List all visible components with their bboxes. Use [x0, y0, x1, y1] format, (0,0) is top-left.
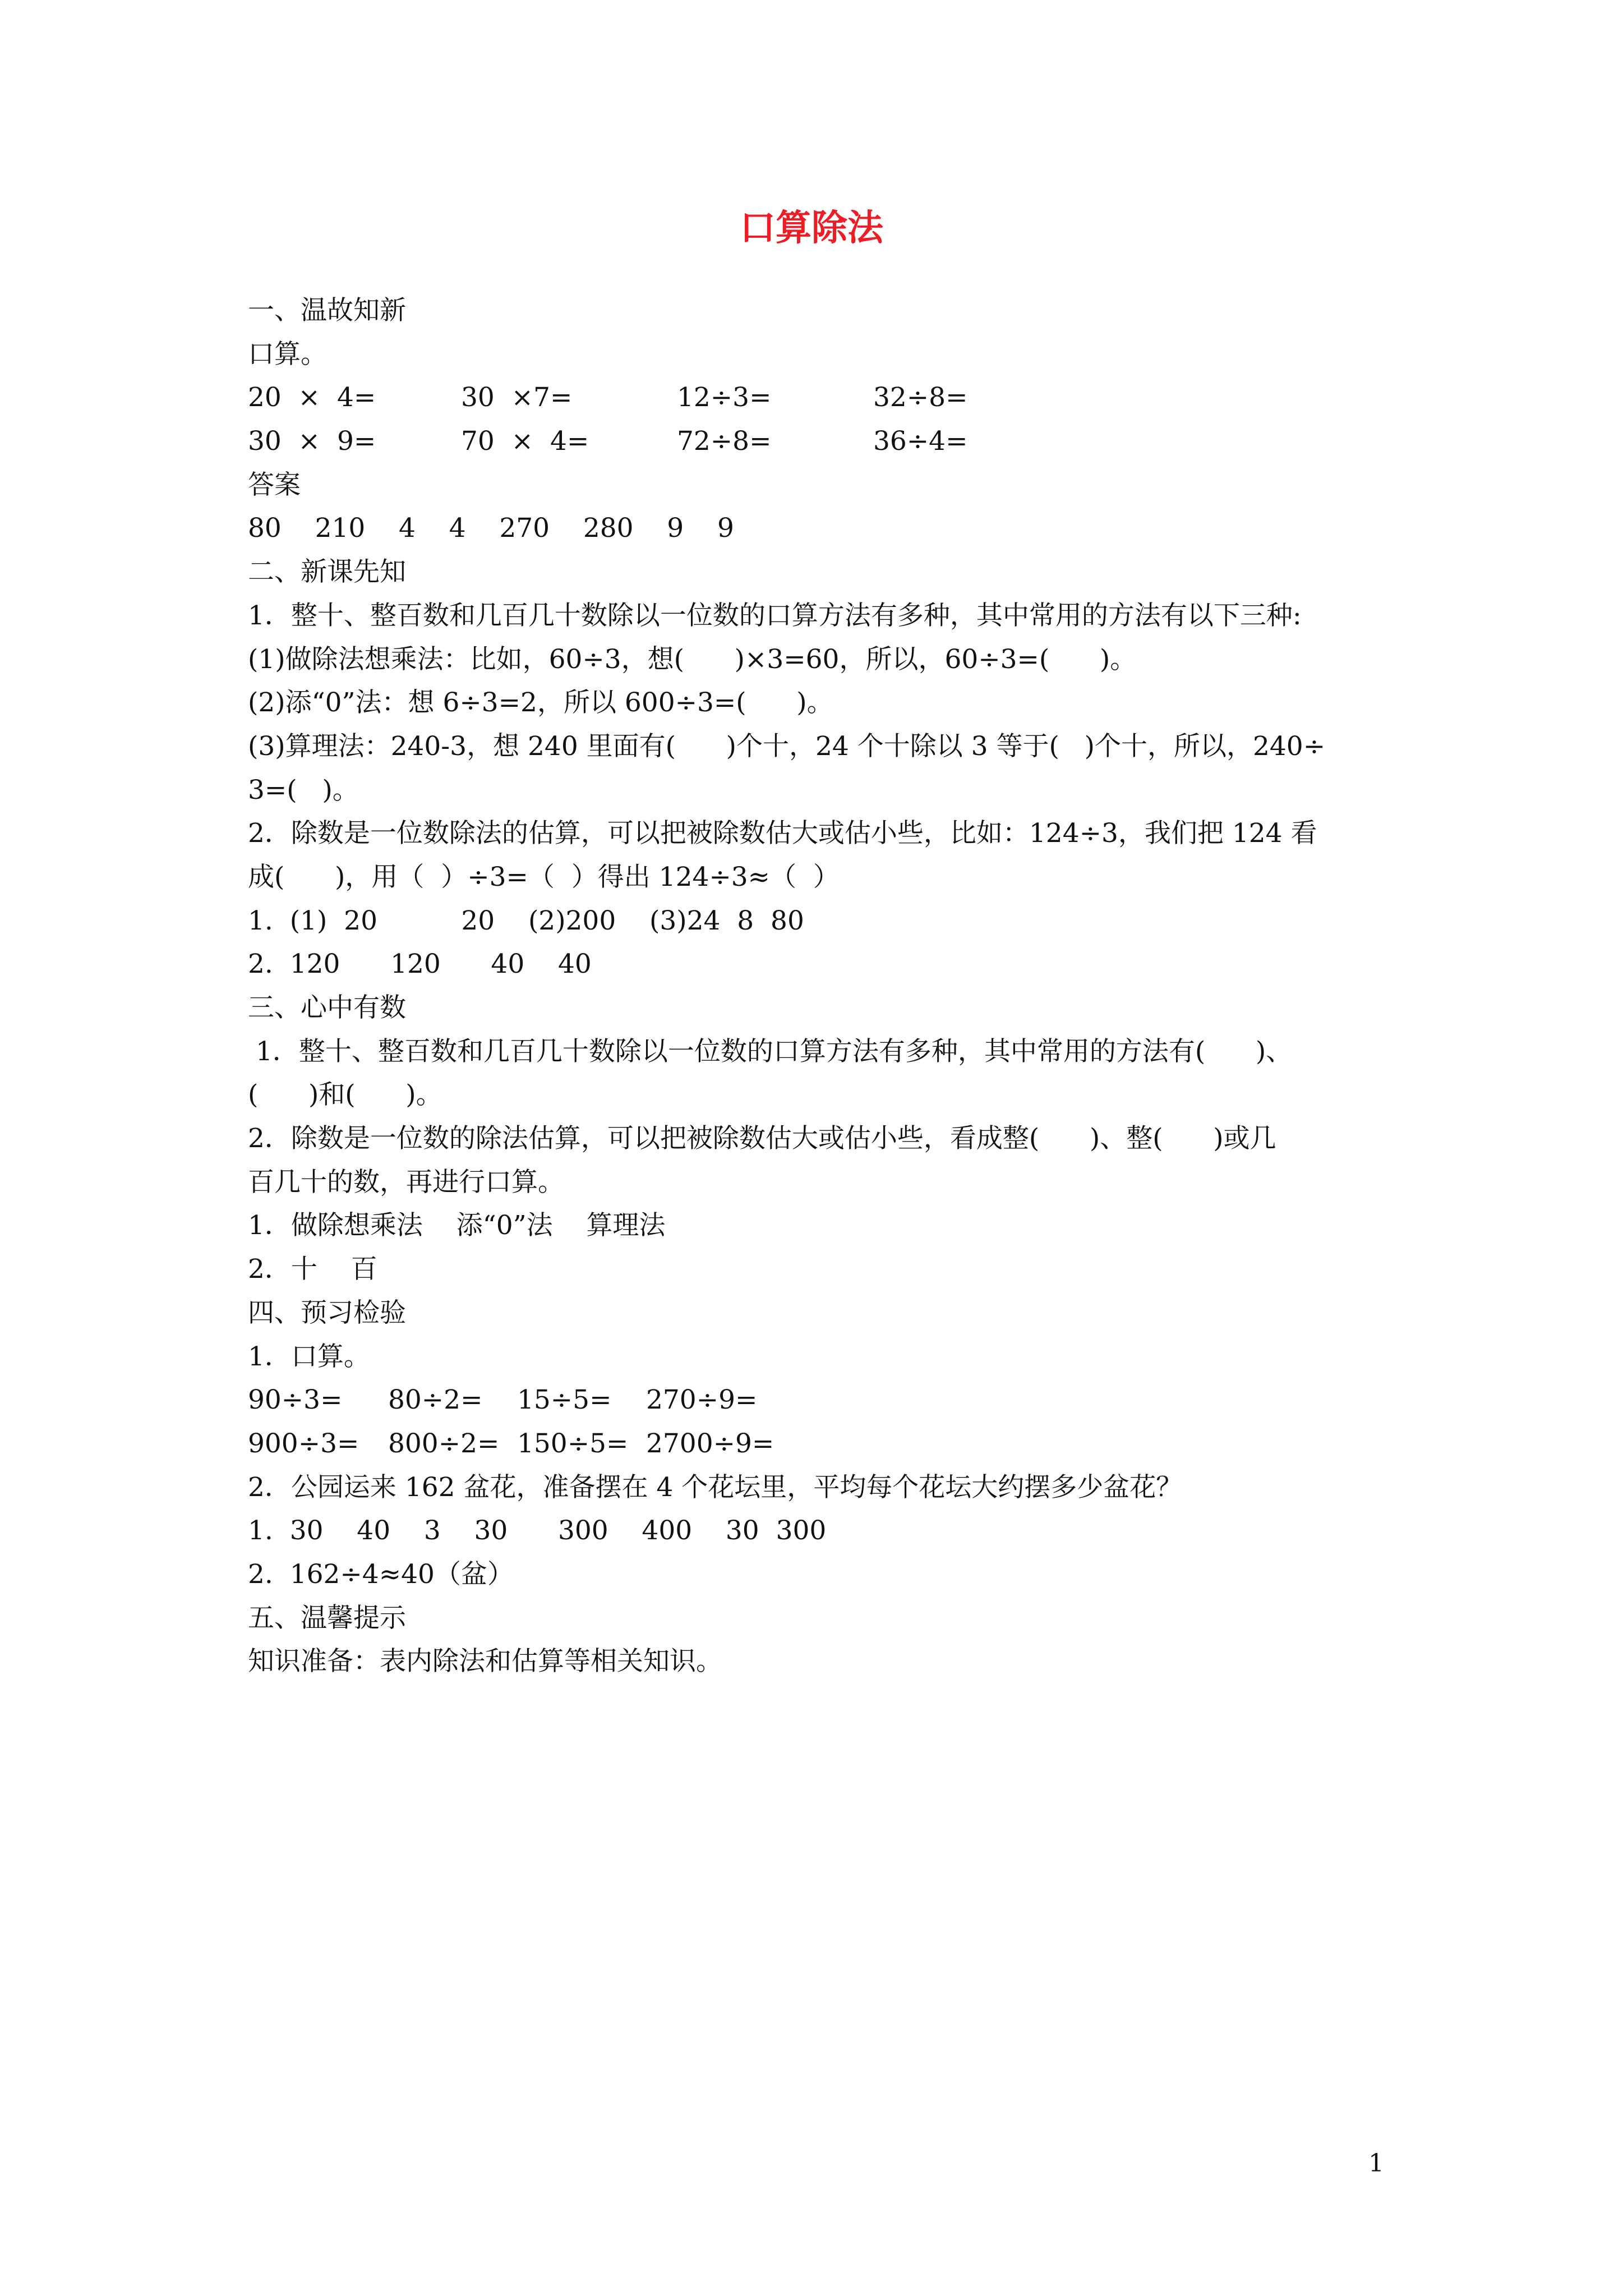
word-problem: 2．公园运来 162 盆花，准备摆在 4 个花坛里，平均每个花坛大约摆多少盆花？ [248, 1471, 1183, 1503]
paragraph: 2．除数是一位数除法的估算，可以把被除数估大或估小些，比如：124÷3，我们把 124 看 [248, 818, 1317, 849]
section-heading-preview: 二、新课先知 [248, 556, 406, 588]
exercise-row [248, 420, 1403, 463]
paragraph: (1)做除法想乘法：比如，60÷3，想( )×3=60，所以，60÷3=( )。 [248, 643, 1137, 675]
exercise-item: 15÷5= [517, 1384, 612, 1416]
answer-label: 答案 [248, 469, 301, 500]
exercise-item: 90÷3= [248, 1384, 343, 1416]
exercise-item: 12÷3= [677, 382, 772, 413]
exercise-item: 30 × 9= [248, 426, 376, 457]
document-body [248, 289, 1403, 1683]
exercise-item: 72÷8= [677, 426, 772, 457]
paragraph: 成( )，用（ ）÷3=（ ）得出 124÷3≈（ ） [248, 861, 840, 892]
paragraph: 1．整十、整百数和几百几十数除以一位数的口算方法有多种，其中常用的方法有( )、 [256, 1036, 1293, 1067]
paragraph: (3)算理法：240-3，想 240 里面有( )个十，24 个十除以 3 等于( )个十，所以，240÷ [248, 730, 1326, 762]
answer-line: 1．做除想乘法 添“0”法 算理法 [248, 1210, 666, 1241]
exercise-item: 150÷5= [517, 1428, 629, 1459]
answer-line: 1. (1) 20 20 (2)200 (3)24 8 80 [248, 905, 804, 936]
exercise-item: 32÷8= [873, 382, 968, 413]
answer-line: 1. 30 40 3 30 300 400 30 300 [248, 1515, 827, 1547]
exercise-item: 36÷4= [873, 426, 968, 457]
section-heading-tips: 五、温馨提示 [248, 1602, 406, 1634]
paragraph: 2．除数是一位数的除法估算，可以把被除数估大或估小些，看成整( )、整( )或几 [248, 1123, 1276, 1154]
oral-calc-label: 口算。 [248, 338, 327, 370]
answer-line: 2．十 百 [248, 1254, 377, 1285]
answer-line: 2. 162÷4≈40（盆） [248, 1558, 514, 1590]
page-number: 1 [1368, 2149, 1384, 2178]
exercise-item: 30 ×7= [461, 382, 573, 413]
answer-line: 2. 120 120 40 40 [248, 949, 592, 980]
section-heading-review: 一、温故知新 [248, 295, 406, 326]
exercise-item: 800÷2= [388, 1428, 500, 1459]
paragraph: 百几十的数，再进行口算。 [248, 1166, 564, 1198]
exercise-item: 270÷9= [646, 1384, 758, 1416]
exercise-row [248, 1422, 1403, 1466]
paragraph: (2)添“0”法：想 6÷3=2，所以 600÷3=( )。 [248, 687, 833, 719]
exercise-row [248, 1378, 1403, 1422]
exercise-row [248, 376, 1403, 420]
section-heading-mind: 三、心中有数 [248, 992, 406, 1023]
exercise-item: 2700÷9= [646, 1428, 774, 1459]
exercise-item: 70 × 4= [461, 426, 589, 457]
oral-calc-label: 1．口算。 [248, 1341, 370, 1372]
paragraph: ( )和( )。 [248, 1079, 442, 1111]
exercise-item: 20 × 4= [248, 382, 376, 413]
paragraph: 3=( )。 [248, 774, 359, 806]
exercise-item: 900÷3= [248, 1428, 359, 1459]
section-heading-check: 四、预习检验 [248, 1297, 406, 1328]
page-title: 口算除法 [740, 207, 883, 249]
answer-line: 80 210 4 4 270 280 9 9 [248, 513, 734, 544]
paragraph: 知识准备：表内除法和估算等相关知识。 [248, 1646, 722, 1677]
exercise-item: 80÷2= [388, 1384, 483, 1416]
paragraph: 1．整十、整百数和几百几十数除以一位数的口算方法有多种，其中常用的方法有以下三种: [248, 600, 1302, 631]
